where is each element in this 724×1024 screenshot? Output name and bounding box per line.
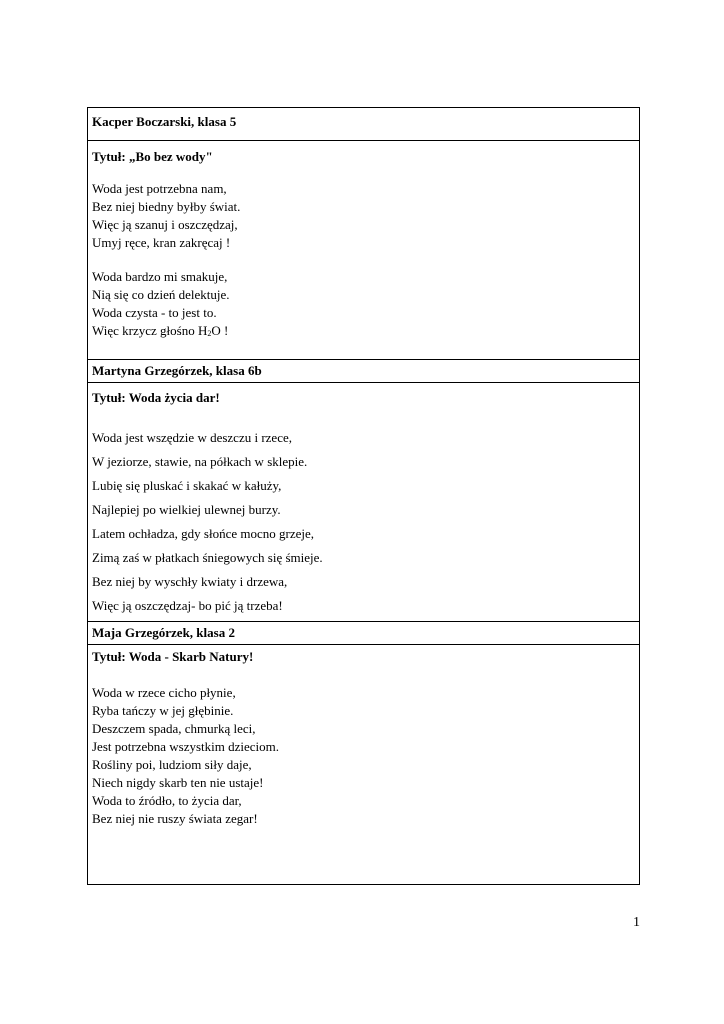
- poem-line: Woda to źródło, to życia dar,: [92, 793, 242, 808]
- poem-line: Jest potrzebna wszystkim dzieciom.: [92, 739, 280, 754]
- poem-line: W jeziorze, stawie, na półkach w sklepie.: [92, 454, 308, 469]
- poem-line: Nią się co dzień delektuje.: [92, 287, 230, 302]
- poem-row: [88, 141, 640, 360]
- poem-line: Woda czysta - to jest to.: [92, 305, 217, 320]
- page-number: 1: [633, 915, 640, 930]
- poem-line: Latem ochładza, gdy słońce mocno grzeje,: [92, 526, 314, 541]
- author-row: [88, 622, 640, 645]
- poem-line: [92, 322, 635, 340]
- poem-line: Bez niej nie ruszy świata zegar!: [92, 811, 258, 826]
- poem-line: Więc ją szanuj i oszczędzaj,: [92, 217, 238, 232]
- poem-title: Tytuł: Woda życia dar!: [92, 390, 220, 405]
- poem-line: Bez niej by wyschły kwiaty i drzewa,: [92, 574, 288, 589]
- poem-line: Umyj ręce, kran zakręcaj !: [92, 235, 231, 250]
- poem-line: Woda w rzece cicho płynie,: [92, 685, 236, 700]
- poem-row: [88, 645, 640, 885]
- poem-line: Bez niej biedny byłby świat.: [92, 199, 241, 214]
- poem-cell: [88, 141, 640, 360]
- poem-line: Lubię się pluskać i skakać w kałuży,: [92, 478, 282, 493]
- poem-line: Woda jest potrzebna nam,: [92, 181, 227, 196]
- poem-line: Ryba tańczy w jej głębinie.: [92, 703, 234, 718]
- author-name: Maja Grzegórzek, klasa 2: [88, 622, 640, 645]
- poem-line: Więc ją oszczędzaj- bo pić ją trzeba!: [92, 598, 283, 613]
- poem-cell: [88, 645, 640, 885]
- poem-row: [88, 383, 640, 622]
- poem-line: Woda jest wszędzie w deszczu i rzece,: [92, 430, 292, 445]
- poem-line: Woda bardzo mi smakuje,: [92, 269, 228, 284]
- poem-title: Tytuł: „Bo bez wody": [92, 149, 213, 164]
- poem-title: Tytuł: Woda - Skarb Natury!: [92, 649, 254, 664]
- poems-table: [87, 107, 640, 885]
- poem-line: Zimą zaś w płatkach śniegowych się śmieje.: [92, 550, 323, 565]
- poem-cell: [88, 383, 640, 622]
- poem-line: Najlepiej po wielkiej ulewnej burzy.: [92, 502, 281, 517]
- author-row: [88, 108, 640, 141]
- subscript-two: 2: [207, 329, 212, 338]
- line-text: O !: [211, 323, 229, 338]
- author-name: Martyna Grzegórzek, klasa 6b: [88, 360, 640, 383]
- poem-line: Rośliny poi, ludziom siły daje,: [92, 757, 252, 772]
- poem-line: Niech nigdy skarb ten nie ustaje!: [92, 775, 264, 790]
- poem-line: Deszczem spada, chmurką leci,: [92, 721, 256, 736]
- author-row: [88, 360, 640, 383]
- author-name: Kacper Boczarski, klasa 5: [88, 108, 640, 141]
- line-text: Więc krzycz głośno H: [92, 323, 208, 338]
